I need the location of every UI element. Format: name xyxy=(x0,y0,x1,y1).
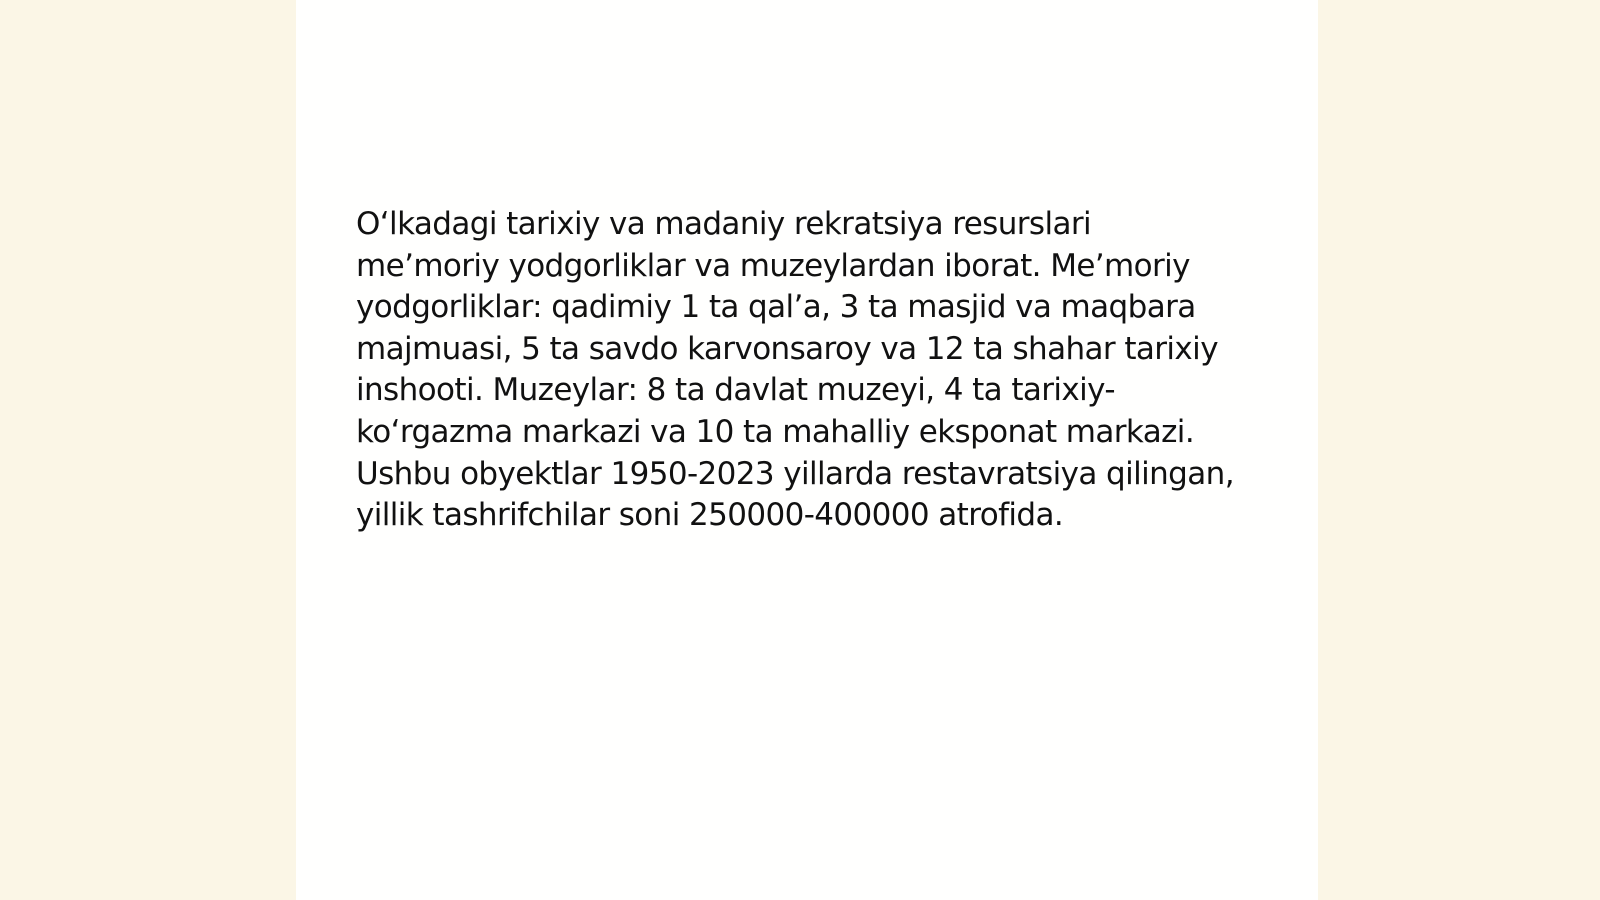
slide-page xyxy=(296,0,1318,900)
slide-body-text: O‘lkadagi tarixiy va madaniy rekratsiya resurslari me’moriy yodgorliklar va muzeylardan iborat. Me’moriy yodgorliklar: qadimiy 1 ta qal’a, 3 ta masjid va maqbara majmuasi, 5 ta savdo karvonsaroy va 12 ta shahar tarixiy inshooti. Muzeylar: 8 ta davlat muzeyi, 4 ta tarixiy-ko‘rgazma markazi va 10 ta mahalliy eksponat markazi. Ushbu obyektlar 1950-2023 yillarda restavratsiya qilingan, yillik tashrifchilar soni 250000-400000 atrofida. xyxy=(356,206,1234,534)
